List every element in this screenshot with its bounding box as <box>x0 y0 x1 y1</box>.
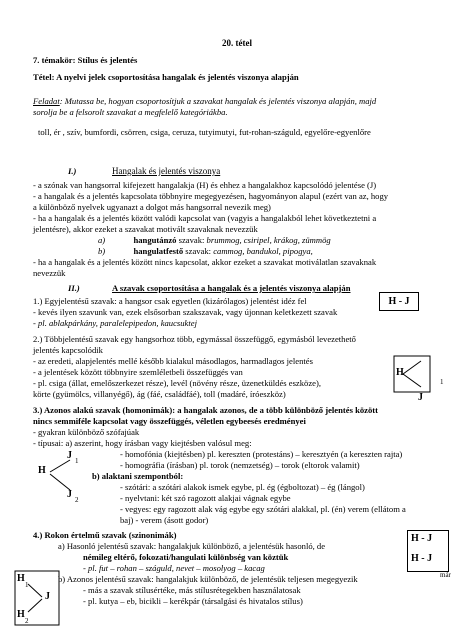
p4-a-1: a) Hasonló jelentésű szavak: hangalakjuk különböző, a jelentésük hasonló, de <box>58 541 326 551</box>
p3-line-1: - gyakran különböző szófajúak <box>33 427 140 437</box>
synonym-h2-index: 2 <box>25 617 29 625</box>
homonym-h: H <box>38 465 46 476</box>
p1-line-1: - kevés ilyen szavunk van, ezek elsősorban szakszavak, vagy újonnan keletkezett szavak <box>33 307 338 317</box>
p4-head: 4.) Rokon értelmű szavak (szinonimák) <box>33 530 177 540</box>
p2-line-0: jelentés kapcsolódik <box>33 345 103 355</box>
polysemy-j: J <box>418 392 423 403</box>
section1-line-1: - a hangalak és a jelentés kapcsolata többnyire megegyezésen, hagyományon alapul (ezért van az, hogy <box>33 191 389 201</box>
p3-b-2: - nyelvtani: két szó ragozott alakjai vágnak egybe <box>120 493 291 503</box>
p2-line-2: - a jelentések között többnyire szemléletbeli összefüggés van <box>33 367 243 377</box>
p3-types: - típusai: a) aszerint, hogy írásban vagy kiejtésben valósul meg: <box>33 438 252 448</box>
section1-number: I.) <box>68 166 77 176</box>
p3-head-2: nincs semmiféle kapcsolat vagy összefüggés, véletlen egybeesés eredményei <box>33 416 306 426</box>
section1-last-1: - ha a hangalak és a jelentés között nincs kapcsolat, akkor ezeket a szavakat motiválatlan szavaknak <box>33 257 377 267</box>
topic-line: 7. témakör: Stílus és jelentés <box>33 55 138 65</box>
subject-line: Tétel: A nyelvi jelek csoportosítása hangalak és jelentés viszonya alapján <box>33 72 299 82</box>
sub-b-text: szavak: <box>183 246 214 256</box>
p3-b-1: - szótári: a szótári alakok ismek egybe, pl. ég (égboltozat) – ég (lángol) <box>120 482 365 492</box>
section2-heading: A szavak csoportosítása a hangalak és a jelentés viszonya alapján <box>112 283 351 293</box>
sub-b-term: hangulatfestő <box>133 246 184 256</box>
synonym-h1-index: 1 <box>25 581 29 589</box>
p2-line-3: - pl. csiga (állat, emelőszerkezet része), levél (növény része, üzenetküldés eszköze), <box>33 378 321 388</box>
task-line-1 <box>33 96 376 106</box>
sub-b-label: b) <box>98 246 106 256</box>
section1-line-0: - a szónak van hangsorral kifejezett hangalakja (H) és ehhez a hangalakhoz kapcsolódó jelentése (J) <box>33 180 377 190</box>
p4-b-2: - más a szavak stílusértéke, más stílusrétegekben használatosak <box>83 585 301 595</box>
task-text-1: : Mutassa be, hogyan csoportosítjuk a szavakat hangalak és jelentés viszonya alapján, majd <box>59 96 377 106</box>
synonym-note: már <box>440 571 451 579</box>
section1-line-2: a különböző nyelvek ugyanazt a dolgot más hangsorral nevezik meg) <box>33 202 271 212</box>
section1-last-2: nevezzük <box>33 268 66 278</box>
p2-line-4: körte (gyümölcs, villanyégő), ág (fáé, családfáé), toll (madáré, íróeszköz) <box>33 389 286 399</box>
synonym-bottom: H - J <box>411 553 433 564</box>
polysemy-index: 1 <box>440 378 444 386</box>
sub-a-label: a) <box>98 235 106 245</box>
p4-a-3: - pl. fut – rohan – száguld, nevet – mosolyog – kacag <box>83 563 265 573</box>
p3-b-3: - vegyes: egy ragozott alak vág egybe egy szótári alakkal, pl. (én) verem (ellátom a <box>120 504 406 514</box>
p4-b-3: - pl. kutya – eb, bicikli – kerékpár (társalgási és hivatalos stílus) <box>83 596 303 606</box>
section1-sub-b <box>98 246 313 256</box>
p2-line-1: - az eredeti, alapjelentés mellé később kialakul másodlagos, harmadlagos jelentés <box>33 356 313 366</box>
p3-b-head: b) alaktani szempontból: <box>92 471 184 481</box>
sub-a-text: szavak: <box>176 235 207 245</box>
task-label: Feladat <box>33 96 60 106</box>
page-title: 20. tétel <box>222 38 252 48</box>
polysemy-diagram <box>393 355 463 410</box>
synonym-h1: H <box>17 573 25 584</box>
polysemy-h: H <box>396 367 404 378</box>
section1-line-3: - ha a hangalak és a jelentés között valódi kapcsolat van (vagyis a hangalakból lehet következtetni a <box>33 213 377 223</box>
synonym-top: H - J <box>411 533 433 544</box>
p3-head-1: 3.) Azonos alakú szavak (homonimák): a hangalak azonos, de a több különböző jelentés között <box>33 405 378 415</box>
hj-box-single: H - J <box>379 292 419 311</box>
p4-b-1: b) Azonos jelentésű szavak: hangalakjuk különböző, de jelentésük teljesen megegyezik <box>58 574 358 584</box>
sub-a-term: hangutánzó <box>133 235 177 245</box>
word-list: toll, ér , szív, bumfordi, csörren, csiga, ceruza, tutyimutyi, fut-rohan-száguld, egyelőre-egyenlőre <box>38 127 371 137</box>
p3-b-4: baj) - verem (ásott godor) <box>120 515 209 525</box>
sub-a-examples: brummog, csiripel, krákog, zümmög <box>206 235 331 245</box>
homonym-j1: J <box>67 450 72 461</box>
section1-sub-a <box>98 235 331 245</box>
synonym-j: J <box>45 591 50 602</box>
homonym-j1-index: 1 <box>75 457 79 465</box>
section1-line-4: jelentésre), akkor ezeket a szavakat motivált szavaknak nevezzük <box>33 224 258 234</box>
p1-head: 1.) Egyjelentésű szavak: a hangsor csak egyetlen (kizárólagos) jelentést idéz fel <box>33 296 307 306</box>
homonym-j2-index: 2 <box>75 496 79 504</box>
section1-heading: Hangalak és jelentés viszonya <box>112 166 221 176</box>
task-line-2: sorolja be a felsorolt szavakat a megfelelő kategóriákba. <box>33 107 228 117</box>
sub-b-examples: cammog, bandukol, pipogya, <box>213 246 313 256</box>
p3-type-2: - homográfia (írásban) pl. torok (nemzetség) – torok (eltorok valamit) <box>120 460 360 470</box>
p3-type-1: - homofónia (kiejtésben) pl. kereszten (protestáns) – keresztyén (a kereszten rajta) <box>120 449 403 459</box>
p1-line-2: - pl. ablakpárkány, paralelepipedon, kaucsuktej <box>33 318 197 328</box>
p4-a-2: némileg eltérő, fokozati/hangulati különbség van köztük <box>83 552 289 562</box>
synonym-h2: H <box>17 609 25 620</box>
homonym-j2: J <box>67 489 72 500</box>
p2-head: 2.) Többjelentésű szavak egy hangsorhoz több, egymással összefüggő, egymásból levezethető <box>33 334 356 344</box>
section2-number: II.) <box>68 283 80 293</box>
